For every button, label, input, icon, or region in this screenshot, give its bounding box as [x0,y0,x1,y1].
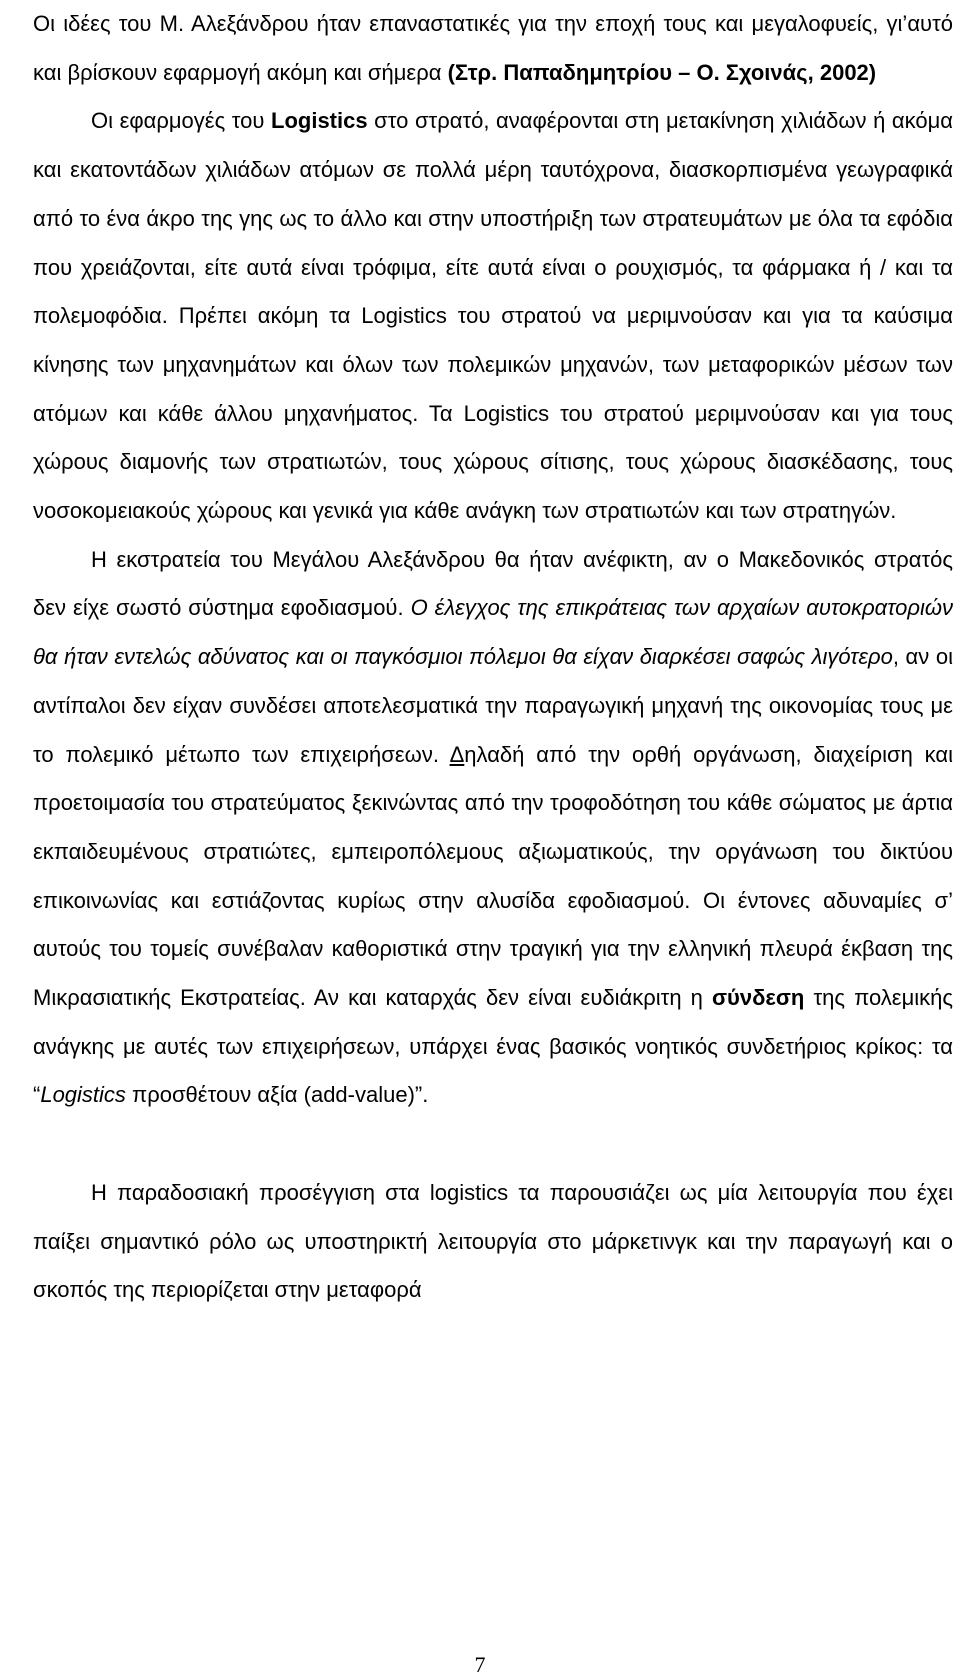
citation: (Στρ. Παπαδημητρίου – Ο. Σχοινάς, 2002) [447,59,877,85]
logistics-term-bold: Logistics [271,108,368,134]
body-text [33,0,953,1315]
paragraph-3-text-final: προσθέτουν αξία (add-value)”. [125,1082,429,1108]
paragraph-1 [33,0,953,97]
paragraph-2-text: στο στρατό, αναφέρονται στη μετακίνηση χιλιάδων ή ακόμα και εκατοντάδων χιλιάδων ατόμων σε πολλά μέρη ταυτόχρονα, διασκορπισμένα γεωγραφικά από το ένα άκρο της γης ως το άλλο και στην υποστήριξη των στρατευμάτων με όλα τα εφόδια που χρειάζονται, είτε αυτά είναι τρόφιμα, είτε αυτά είναι ο ρουχισμός, τα φάρμακα ή / και τα πολεμοφόδια. Πρέπει ακόμη τα Logistics του στρατού να μεριμνούσαν και για τα καύσιμα κίνησης των μηχανημάτων και όλων των πολεμικών μηχανών, των μεταφορικών μέσων των ατόμων και κάθε άλλου μηχανήματος. Τα Logistics του στρατού μεριμνούσαν και για τους χώρους διαμονής των στρατιωτών, τους χώρους σίτισης, τους χώρους διασκέδασης, τους νοσοκομειακούς χώρους και γενικά για κάθε ανάγκη των στρατιωτών και των στρατηγών. [33,108,953,524]
italic-statement: Ο έλεγχος της επικράτειας των αρχαίων αυτοκρατοριών θα ήταν εντελώς αδύνατος και οι παγκόσμιοι πόλεμοι θα είχαν διαρκέσει σαφώς λιγότερο [33,595,954,670]
italic-logistics: Logistics [40,1082,126,1108]
paragraph-4 [33,1169,953,1315]
paragraph-3-text-end: της πολεμικής ανάγκης με αυτές των επιχειρήσεων, υπάρχει ένας βασικός νοητικός συνδετήριος κρίκος: τα “ [33,985,953,1108]
bold-term-syndesi: σύνδεση [712,985,805,1011]
paragraph-spacer [33,1120,953,1169]
paragraph-2 [33,97,953,535]
paragraph-3 [33,536,953,1120]
paragraph-4-text: Η παραδοσιακή προσέγγιση στα logistics τα παρουσιάζει ως μία λειτουργία που έχει παίξει σημαντικό ρόλο ως υποστηρικτή λειτουργία στο μάρκετινγκ και την παραγωγή και ο σκοπός της περιορίζεται στην μεταφορά [33,1179,953,1303]
paragraph-3-text-cont: ηλαδή από την ορθή οργάνωση, διαχείριση και προετοιμασία του στρατεύματος ξεκινώντας από την τροφοδότηση του κάθε σώματος με άρτια εκπαιδευμένους στρατιώτες, εμπειροπόλεμους αξιωματικούς, την οργάνωση του δικτύου επικοινωνίας και εστιάζοντας κυρίως στην αλυσίδα εφοδιασμού. Οι έντονες αδυναμίες σ’ αυτούς του τομείς συνέβαλαν καθοριστικά στην τραγική για την ελληνική πλευρά έκβαση της Μικρασιατικής Εκστρατείας. Αν και καταρχάς δεν είναι ευδιάκριτη η [33,741,953,1011]
paragraph-1-text: Οι ιδέες του Μ. Αλεξάνδρου ήταν επαναστατικές για την εποχή τους και μεγαλοφυείς, γι’αυτό και βρίσκουν εφαρμογή ακόμη και σήμερα [33,11,953,85]
underlined-letter: Δ [449,741,465,767]
page-number: 7 [474,1652,486,1677]
paragraph-3-text-mid: , αν οι αντίπαλοι δεν είχαν συνδέσει αποτελεσματικά την παραγωγική μηχανή της οικονομίας τους με το πολεμικό μέτωπο των επιχειρήσεων. [33,644,953,767]
paragraph-2-text-start: Οι εφαρμογές του [91,108,272,134]
paragraph-3-text-start: Η εκστρατεία του Μεγάλου Αλεξάνδρου θα ήταν ανέφικτη, αν ο Μακεδονικός στρατός δεν είχε σωστό σύστημα εφοδιασμού. [33,546,953,621]
